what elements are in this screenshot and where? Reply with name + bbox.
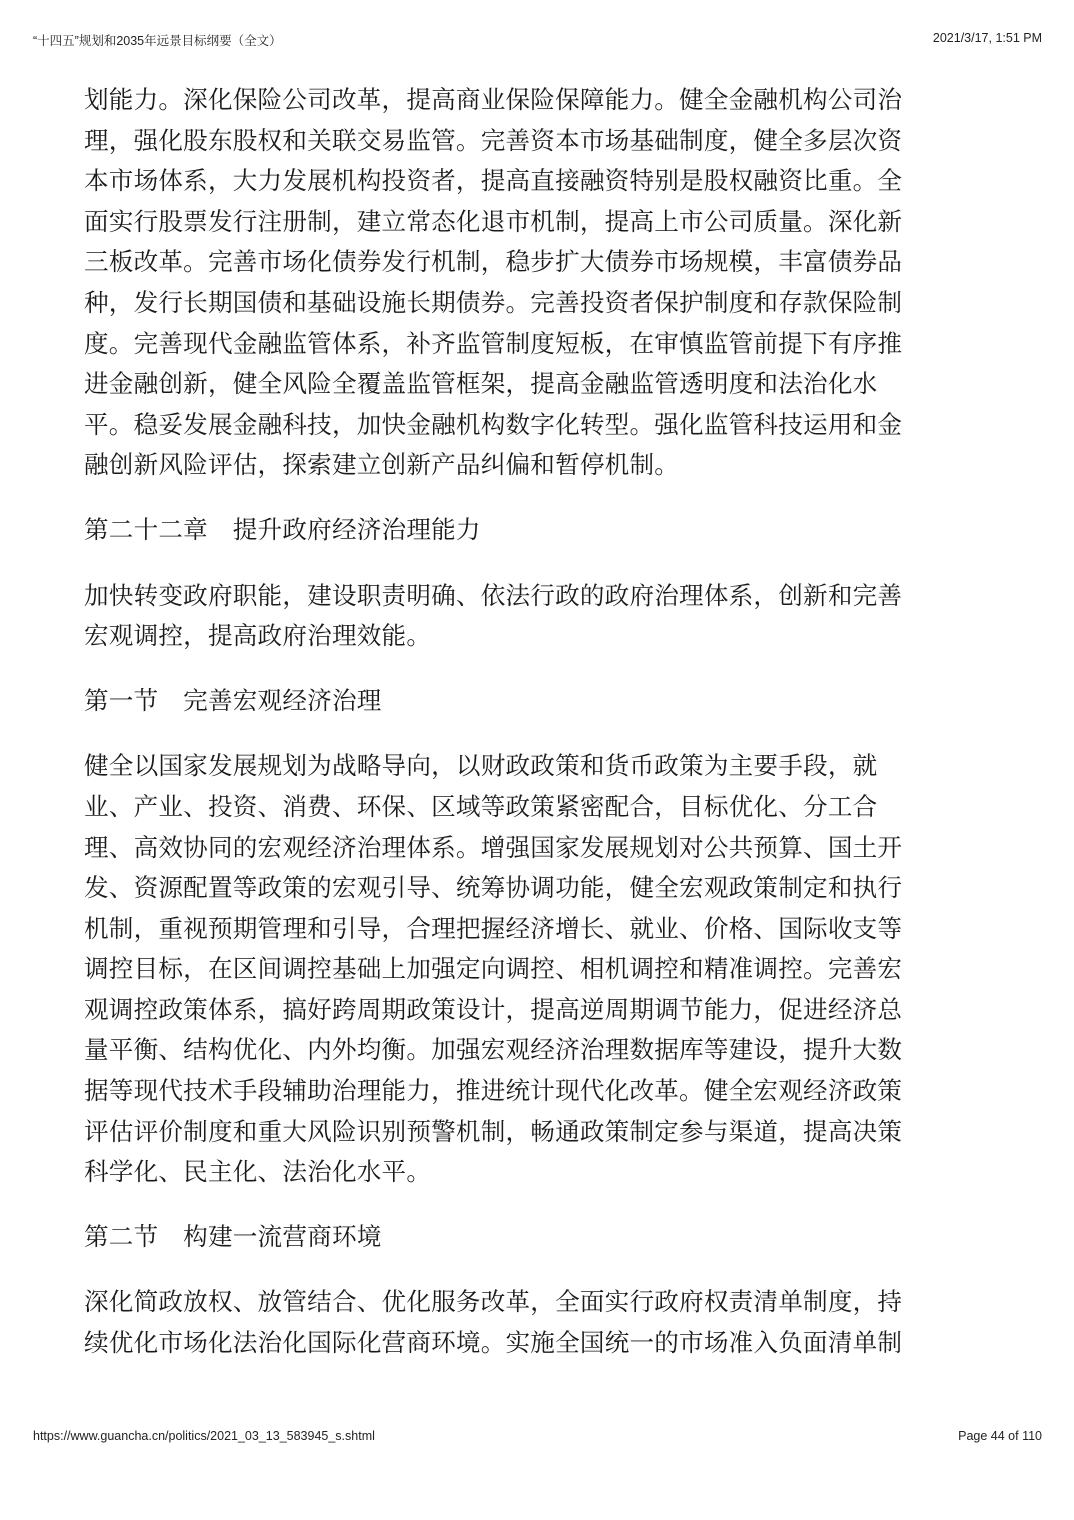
section-heading: [84, 510, 1004, 551]
document-body: [84, 80, 1004, 1364]
paragraph-line: 划能力。深化保险公司改革，提高商业保险保障能力。健全金融机构公司治: [84, 85, 903, 114]
paragraph-line: 融创新风险评估，探索建立创新产品纠偏和暂停机制。: [84, 450, 680, 480]
paragraph-line: 科学化、民主化、法治化水平。: [84, 1157, 432, 1187]
paragraph-line: 理，强化股东股权和关联交易监管。完善资本市场基础制度，健全多层次资: [84, 125, 903, 155]
paragraph-line: 度。完善现代金融监管体系，补齐监管制度短板，在审慎监管前提下有序推: [84, 328, 903, 358]
paragraph: [84, 80, 1004, 486]
heading-text: 第一节 完善宏观经济治理: [84, 686, 382, 716]
paragraph-line: 调控目标，在区间调控基础上加强定向调控、相机调控和精准调控。完善宏: [84, 954, 903, 984]
block-gap: [84, 1193, 1004, 1218]
block-gap: [84, 1258, 1004, 1283]
block-gap: [84, 722, 1004, 747]
paragraph: [84, 576, 1004, 657]
block-gap: [84, 486, 1004, 511]
paragraph-line: 据等现代技术手段辅助治理能力，推进统计现代化改革。健全宏观经济政策: [84, 1076, 903, 1106]
paragraph: [84, 1282, 1004, 1363]
paragraph-line: 续优化市场化法治化国际化营商环境。实施全国统一的市场准入负面清单制: [84, 1328, 903, 1358]
paragraph-line: 宏观调控，提高政府治理效能。: [84, 621, 432, 651]
paragraph-line: 评估评价制度和重大风险识别预警机制，畅通政策制定参与渠道，提高决策: [84, 1116, 903, 1146]
paragraph-line: 种，发行长期国债和基础设施长期债券。完善投资者保护制度和存款保险制: [84, 287, 903, 317]
page-header-datetime: 2021/3/17, 1:51 PM: [932, 31, 1042, 45]
block-gap: [84, 657, 1004, 682]
paragraph-line: 业、产业、投资、消费、环保、区域等政策紧密配合，目标优化、分工合: [84, 791, 878, 821]
heading-text: 第二十二章 提升政府经济治理能力: [84, 515, 481, 545]
paragraph-line: 进金融创新，健全风险全覆盖监管框架，提高金融监管透明度和法治化水: [84, 369, 878, 399]
paragraph-line: 健全以国家发展规划为战略导向，以财政政策和货币政策为主要手段，就: [84, 751, 878, 781]
paragraph-line: 面实行股票发行注册制，建立常态化退市机制，提高上市公司质量。深化新: [84, 206, 903, 236]
paragraph: [84, 746, 1004, 1193]
page-header-title: “十四五”规划和2035年远景目标纲要（全文）: [33, 34, 282, 48]
paragraph-line: 机制，重视预期管理和引导，合理把握经济增长、就业、价格、国际收支等: [84, 913, 903, 943]
heading-text: 第二节 构建一流营商环境: [84, 1222, 382, 1252]
page-footer-page-number: Page 44 of 110: [958, 1429, 1042, 1443]
paragraph-line: 本市场体系，大力发展机构投资者，提高直接融资特别是股权融资比重。全: [84, 166, 903, 196]
paragraph-line: 观调控政策体系，搞好跨周期政策设计，提高逆周期调节能力，促进经济总: [84, 994, 903, 1024]
paragraph-line: 平。稳妥发展金融科技，加快金融机构数字化转型。强化监管科技运用和金: [84, 409, 903, 439]
paragraph-line: 三板改革。完善市场化债券发行机制，稳步扩大债券市场规模，丰富债券品: [84, 247, 903, 277]
section-heading: [84, 1217, 1004, 1258]
paragraph-line: 理、高效协同的宏观经济治理体系。增强国家发展规划对公共预算、国土开: [84, 832, 903, 862]
paragraph-line: 量平衡、结构优化、内外均衡。加强宏观经济治理数据库等建设，提升大数: [84, 1035, 903, 1065]
page-footer-url: https://www.guancha.cn/politics/2021_03_13_583945_s.shtml: [33, 1429, 375, 1443]
paragraph-line: 加快转变政府职能，建设职责明确、依法行政的政府治理体系，创新和完善: [84, 580, 903, 610]
paragraph-line: 发、资源配置等政策的宏观引导、统筹协调功能，健全宏观政策制定和执行: [84, 873, 903, 903]
block-gap: [84, 551, 1004, 576]
section-heading: [84, 681, 1004, 722]
paragraph-line: 深化简政放权、放管结合、优化服务改革，全面实行政府权责清单制度，持: [84, 1287, 903, 1317]
